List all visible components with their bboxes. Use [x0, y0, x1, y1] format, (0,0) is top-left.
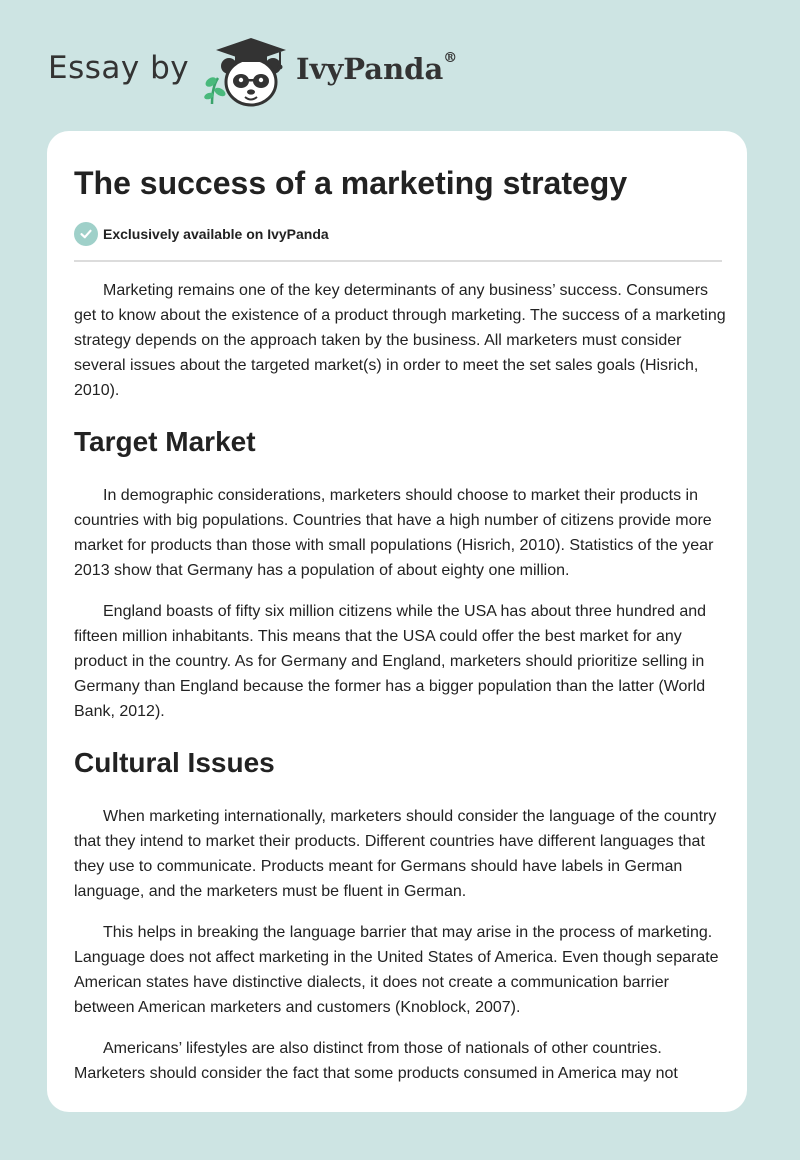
section-heading-cultural-issues: Cultural Issues: [74, 747, 275, 778]
intro-paragraph: Marketing remains one of the key determinants of any business’ success. Consumers get to know about the existence of a product through marketing. The success of a marketing strategy depends on the approach taken by the business. All marketers must consider several issues about the targeted market(s) in order to meet the set sales goals (Hisrich, 2010).: [74, 282, 726, 399]
exclusive-badge: [74, 222, 329, 246]
section-heading-target-market: Target Market: [74, 426, 256, 457]
site-header: [48, 32, 508, 112]
essay-body: [74, 278, 726, 1102]
registered-mark: ®: [443, 50, 458, 66]
essay-by-text: Essay by: [48, 50, 190, 86]
paragraph: England boasts of fifty six million citizens while the USA has about three hundred and fifteen million inhabitants. This means that the USA could offer the best market for any product in the country. As for Germany and England, marketers should prioritize selling in Germany than England because the former has a bigger population than the latter (World Bank, 2012).: [74, 603, 707, 720]
paragraph: When marketing internationally, marketers should consider the language of the country that they intend to market their products. Different countries have different languages that they use to communicate. Products meant for Germans should have labels in German language, and the marketers must be fluent in German.: [74, 808, 717, 900]
divider: [74, 260, 722, 262]
paragraph: In demographic considerations, marketers should choose to market their products in countries with big populations. Countries that have a high number of citizens provide more market for products than those with small populations (Hisrich, 2010). Statistics of the year 2013 show that Germany has a population of about eighty one million.: [74, 487, 714, 579]
check-circle-icon: [74, 222, 98, 246]
essay-title: The success of a marketing strategy: [74, 165, 628, 201]
brand-name[interactable]: IvyPanda®: [296, 50, 458, 86]
paragraph: This helps in breaking the language barrier that may arise in the process of marketing. Language does not affect marketing in the United States of America. Even though separate American states have distinctive dialects, it does not create a communication barrier between American marketers and customers (Knoblock, 2007).: [74, 924, 719, 1016]
essay-card: [47, 131, 747, 1112]
panda-graduate-logo-icon[interactable]: [202, 34, 292, 110]
paragraph: Americans’ lifestyles are also distinct from those of nationals of other countries. Marketers should consider the fact that some products consumed in America may not: [74, 1040, 678, 1082]
exclusive-badge-label: Exclusively available on IvyPanda: [103, 226, 329, 242]
